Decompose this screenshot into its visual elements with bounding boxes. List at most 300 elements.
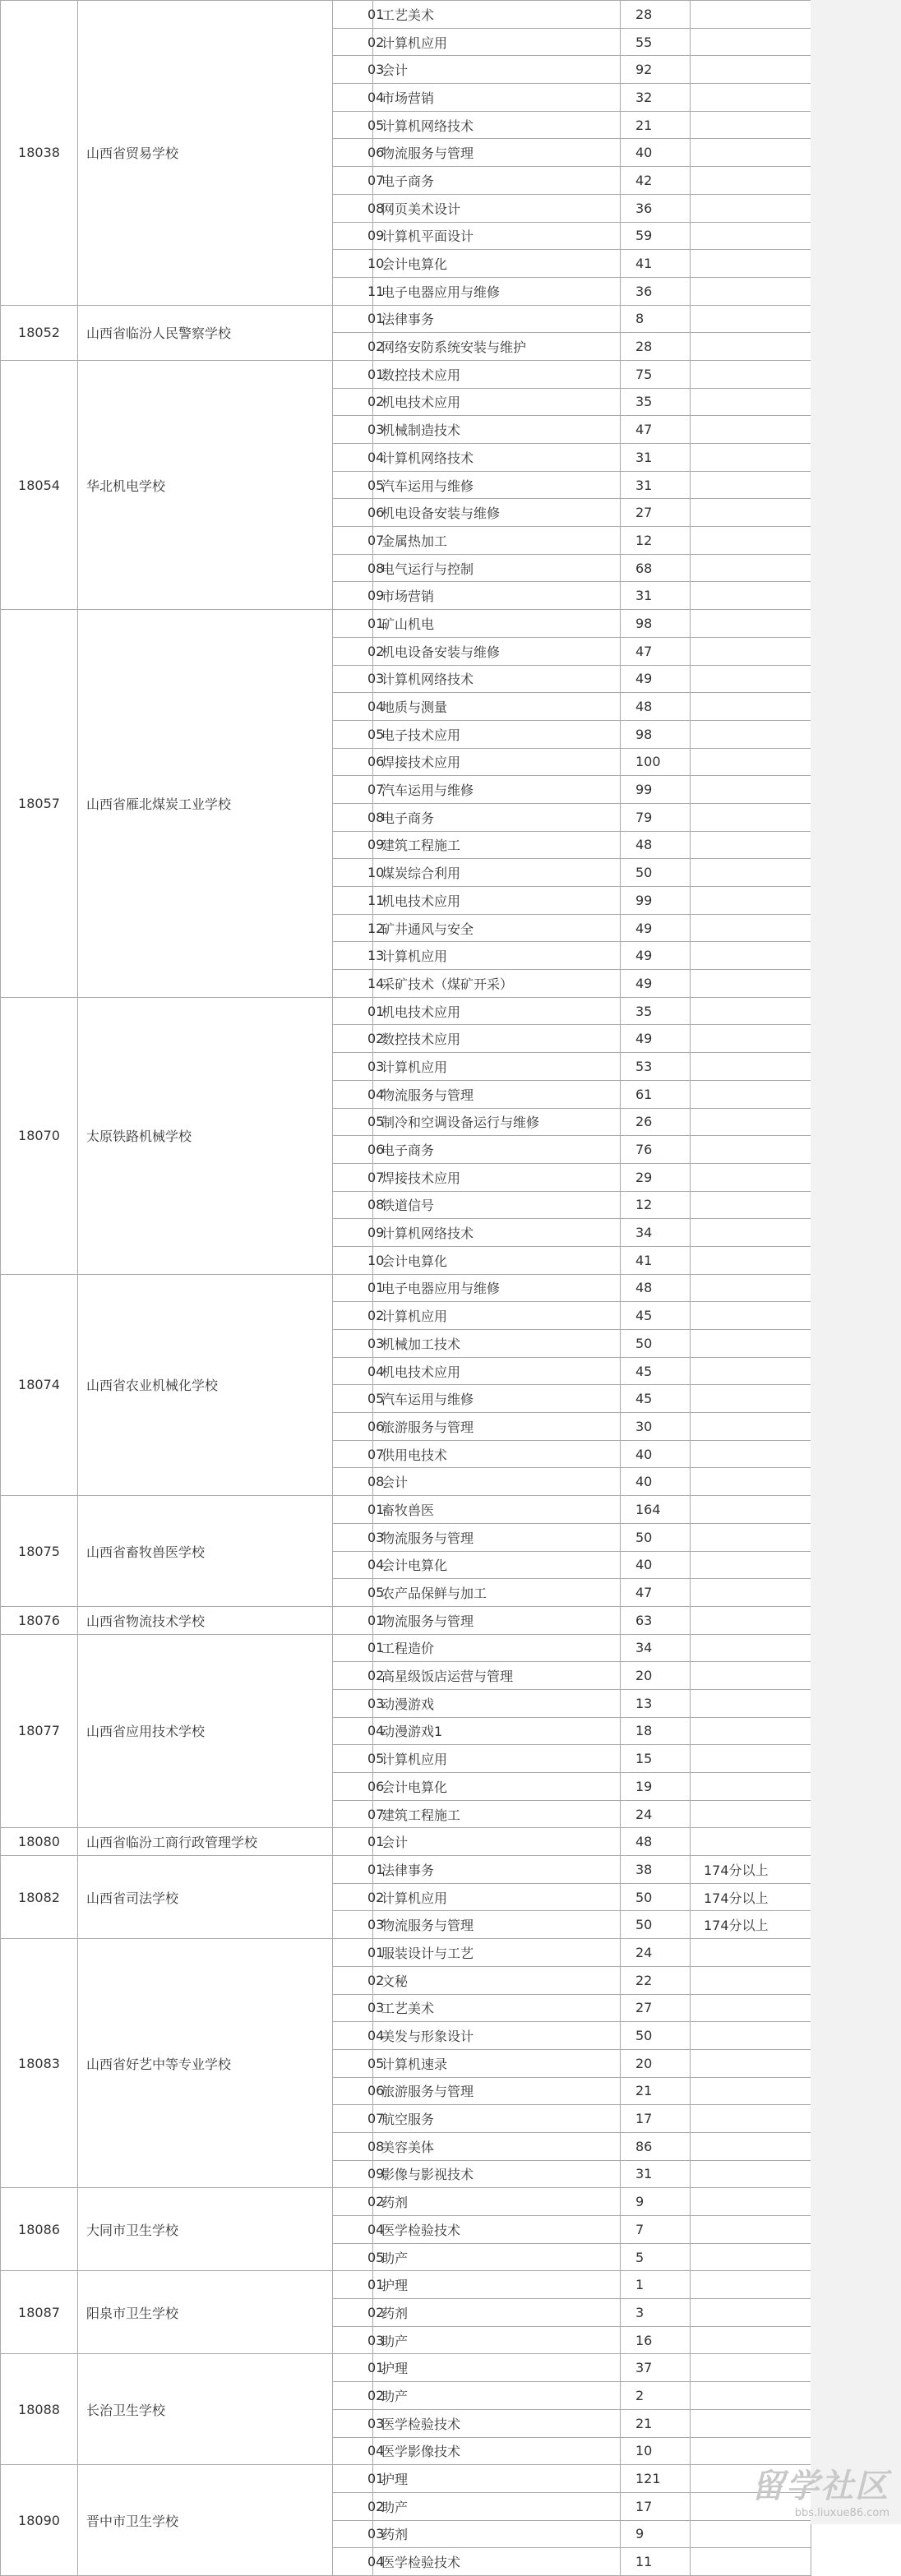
enrollment-count: 12 xyxy=(621,527,691,555)
score-note xyxy=(691,1551,811,1579)
major-number: 10 xyxy=(333,1246,373,1274)
school-name: 大同市卫生学校 xyxy=(78,2188,333,2271)
score-note xyxy=(691,84,811,112)
major-number: 03 xyxy=(333,2409,373,2437)
enrollment-count: 50 xyxy=(621,1883,691,1911)
score-note xyxy=(691,2271,811,2299)
table-row xyxy=(1,2465,811,2493)
major-name: 汽车运用与维修 xyxy=(373,1385,621,1413)
score-note xyxy=(691,1108,811,1136)
enrollment-count: 20 xyxy=(621,2049,691,2077)
major-name: 机电技术应用 xyxy=(373,997,621,1025)
school-code: 18086 xyxy=(1,2188,78,2271)
major-name: 会计 xyxy=(373,1468,621,1496)
school-code: 18082 xyxy=(1,1856,78,1939)
score-note xyxy=(691,1966,811,1994)
enrollment-count: 50 xyxy=(621,2022,691,2050)
enrollment-count: 48 xyxy=(621,831,691,859)
major-name: 旅游服务与管理 xyxy=(373,1413,621,1441)
enrollment-count: 8 xyxy=(621,305,691,333)
major-name: 电子电器应用与维修 xyxy=(373,277,621,305)
enrollment-count: 40 xyxy=(621,1440,691,1468)
major-name: 物流服务与管理 xyxy=(373,1606,621,1634)
score-note xyxy=(691,1662,811,1690)
major-number: 03 xyxy=(333,1994,373,2022)
major-number: 03 xyxy=(333,1689,373,1717)
major-number: 04 xyxy=(333,2022,373,2050)
major-name: 市场营销 xyxy=(373,582,621,610)
enrollment-count: 31 xyxy=(621,471,691,499)
school-code: 18087 xyxy=(1,2271,78,2354)
major-name: 高星级饭店运营与管理 xyxy=(373,1662,621,1690)
score-note xyxy=(691,499,811,527)
score-note xyxy=(691,222,811,250)
score-note xyxy=(691,665,811,693)
major-name: 助产 xyxy=(373,2326,621,2354)
score-note xyxy=(691,1496,811,1524)
score-note xyxy=(691,305,811,333)
score-note xyxy=(691,1939,811,1967)
major-name: 数控技术应用 xyxy=(373,1025,621,1053)
score-note xyxy=(691,250,811,278)
major-number: 01 xyxy=(333,1856,373,1884)
major-name: 物流服务与管理 xyxy=(373,1523,621,1551)
major-name: 农产品保鲜与加工 xyxy=(373,1579,621,1607)
enrollment-count: 42 xyxy=(621,167,691,195)
major-number: 01 xyxy=(333,1496,373,1524)
major-name: 机电设备安装与维修 xyxy=(373,637,621,665)
major-number: 01 xyxy=(333,1828,373,1856)
enrollment-count: 36 xyxy=(621,194,691,222)
major-number: 11 xyxy=(333,277,373,305)
score-note xyxy=(691,1606,811,1634)
score-note xyxy=(691,1800,811,1828)
score-note xyxy=(691,1025,811,1053)
major-number: 05 xyxy=(333,1108,373,1136)
major-number: 04 xyxy=(333,2216,373,2244)
enrollment-count: 50 xyxy=(621,1330,691,1358)
major-name: 会计 xyxy=(373,1828,621,1856)
enrollment-count: 99 xyxy=(621,887,691,915)
major-number: 03 xyxy=(333,56,373,84)
major-name: 电子商务 xyxy=(373,803,621,831)
enrollment-count: 21 xyxy=(621,2409,691,2437)
major-number: 09 xyxy=(333,2160,373,2188)
score-note xyxy=(691,1828,811,1856)
school-name: 晋中市卫生学校 xyxy=(78,2465,333,2576)
score-note xyxy=(691,1219,811,1247)
major-name: 护理 xyxy=(373,2465,621,2493)
school-name: 山西省好艺中等专业学校 xyxy=(78,1939,333,2188)
enrollment-count: 17 xyxy=(621,2105,691,2133)
major-name: 药剂 xyxy=(373,2520,621,2548)
major-name: 医学影像技术 xyxy=(373,2437,621,2465)
major-name: 供用电技术 xyxy=(373,1440,621,1468)
score-note xyxy=(691,1330,811,1358)
score-note xyxy=(691,1994,811,2022)
major-number: 01 xyxy=(333,2354,373,2382)
major-name: 计算机网络技术 xyxy=(373,444,621,472)
major-name: 助产 xyxy=(373,2382,621,2410)
score-note xyxy=(691,914,811,942)
table-row xyxy=(1,610,811,638)
enrollment-count: 21 xyxy=(621,111,691,139)
enrollment-count: 32 xyxy=(621,84,691,112)
major-number: 04 xyxy=(333,2548,373,2576)
major-name: 物流服务与管理 xyxy=(373,1911,621,1939)
enrollment-count: 9 xyxy=(621,2520,691,2548)
score-note xyxy=(691,1302,811,1330)
major-number: 14 xyxy=(333,970,373,998)
enrollment-count: 35 xyxy=(621,997,691,1025)
major-name: 电子商务 xyxy=(373,167,621,195)
school-name: 山西省贸易学校 xyxy=(78,1,333,306)
score-note xyxy=(691,831,811,859)
major-number: 02 xyxy=(333,1302,373,1330)
enrollment-count: 48 xyxy=(621,693,691,721)
major-name: 动漫游戏 xyxy=(373,1689,621,1717)
score-note xyxy=(691,997,811,1025)
score-note xyxy=(691,1191,811,1219)
school-code: 18083 xyxy=(1,1939,78,2188)
major-number: 05 xyxy=(333,1385,373,1413)
school-code: 18052 xyxy=(1,305,78,360)
score-note xyxy=(691,1,811,29)
enrollment-count: 164 xyxy=(621,1496,691,1524)
major-number: 02 xyxy=(333,2188,373,2216)
major-number: 06 xyxy=(333,748,373,776)
enrollment-count: 63 xyxy=(621,1606,691,1634)
enrollment-count: 49 xyxy=(621,942,691,970)
major-number: 01 xyxy=(333,610,373,638)
enrollment-count: 47 xyxy=(621,416,691,444)
major-name: 机电技术应用 xyxy=(373,388,621,416)
score-note xyxy=(691,2160,811,2188)
enrollment-count: 34 xyxy=(621,1634,691,1662)
score-note xyxy=(691,2216,811,2244)
table-row xyxy=(1,2271,811,2299)
score-note xyxy=(691,2548,811,2576)
school-name: 山西省临汾工商行政管理学校 xyxy=(78,1828,333,1856)
major-name: 计算机应用 xyxy=(373,1302,621,1330)
score-note xyxy=(691,2105,811,2133)
major-number: 07 xyxy=(333,1800,373,1828)
score-note xyxy=(691,2409,811,2437)
enrollment-count: 7 xyxy=(621,2216,691,2244)
enrollment-count: 100 xyxy=(621,748,691,776)
major-name: 数控技术应用 xyxy=(373,360,621,388)
score-note xyxy=(691,1773,811,1801)
major-number: 02 xyxy=(333,2382,373,2410)
enrollment-count: 45 xyxy=(621,1302,691,1330)
major-name: 焊接技术应用 xyxy=(373,748,621,776)
enrollment-count: 29 xyxy=(621,1163,691,1191)
score-note xyxy=(691,527,811,555)
major-number: 05 xyxy=(333,111,373,139)
major-name: 助产 xyxy=(373,2492,621,2520)
major-number: 08 xyxy=(333,554,373,582)
page-gutter xyxy=(811,0,901,2524)
score-note xyxy=(691,1717,811,1745)
score-note xyxy=(691,2520,811,2548)
enrollment-count: 20 xyxy=(621,1662,691,1690)
major-name: 计算机网络技术 xyxy=(373,111,621,139)
enrollment-count: 49 xyxy=(621,665,691,693)
enrollment-count: 47 xyxy=(621,1579,691,1607)
major-number: 01 xyxy=(333,2271,373,2299)
table-row xyxy=(1,997,811,1025)
score-note xyxy=(691,1136,811,1164)
major-number: 11 xyxy=(333,887,373,915)
enrollment-count: 22 xyxy=(621,1966,691,1994)
school-name: 华北机电学校 xyxy=(78,360,333,609)
major-name: 法律事务 xyxy=(373,305,621,333)
major-number: 08 xyxy=(333,1191,373,1219)
school-code: 18074 xyxy=(1,1274,78,1496)
score-note xyxy=(691,942,811,970)
major-number: 07 xyxy=(333,2105,373,2133)
major-number: 05 xyxy=(333,1579,373,1607)
major-name: 美发与形象设计 xyxy=(373,2022,621,2050)
score-note: 174分以上 xyxy=(691,1883,811,1911)
enrollment-count: 49 xyxy=(621,914,691,942)
major-number: 02 xyxy=(333,333,373,361)
major-name: 建筑工程施工 xyxy=(373,1800,621,1828)
major-name: 计算机应用 xyxy=(373,1745,621,1773)
major-name: 会计 xyxy=(373,56,621,84)
school-code: 18070 xyxy=(1,997,78,1274)
major-number: 01 xyxy=(333,1634,373,1662)
school-name: 山西省司法学校 xyxy=(78,1856,333,1939)
major-name: 计算机网络技术 xyxy=(373,1219,621,1247)
major-number: 01 xyxy=(333,2465,373,2493)
major-name: 医学检验技术 xyxy=(373,2409,621,2437)
major-name: 计算机应用 xyxy=(373,28,621,56)
major-number: 05 xyxy=(333,2049,373,2077)
enrollment-count: 2 xyxy=(621,2382,691,2410)
enrollment-count: 45 xyxy=(621,1357,691,1385)
major-number: 02 xyxy=(333,1025,373,1053)
major-name: 电子商务 xyxy=(373,1136,621,1164)
score-note xyxy=(691,2382,811,2410)
major-number: 02 xyxy=(333,1662,373,1690)
major-name: 动漫游戏1 xyxy=(373,1717,621,1745)
major-number: 07 xyxy=(333,167,373,195)
major-name: 汽车运用与维修 xyxy=(373,776,621,804)
major-number: 09 xyxy=(333,1219,373,1247)
major-number: 08 xyxy=(333,194,373,222)
major-number: 03 xyxy=(333,2326,373,2354)
major-number: 10 xyxy=(333,859,373,887)
major-name: 矿井通风与安全 xyxy=(373,914,621,942)
table-row xyxy=(1,2354,811,2382)
school-name: 山西省物流技术学校 xyxy=(78,1606,333,1634)
major-number: 07 xyxy=(333,1163,373,1191)
major-name: 会计电算化 xyxy=(373,1246,621,1274)
major-name: 地质与测量 xyxy=(373,693,621,721)
major-number: 02 xyxy=(333,1883,373,1911)
score-note xyxy=(691,1163,811,1191)
watermark-logo: 留学社区 xyxy=(751,2468,889,2505)
table-row xyxy=(1,1634,811,1662)
enrollment-count: 92 xyxy=(621,56,691,84)
score-note xyxy=(691,859,811,887)
major-name: 会计电算化 xyxy=(373,1773,621,1801)
score-note xyxy=(691,637,811,665)
major-number: 01 xyxy=(333,360,373,388)
major-number: 02 xyxy=(333,637,373,665)
score-note xyxy=(691,1468,811,1496)
major-name: 机电技术应用 xyxy=(373,887,621,915)
enrollment-count: 31 xyxy=(621,2160,691,2188)
school-code: 18054 xyxy=(1,360,78,609)
score-note xyxy=(691,1053,811,1081)
major-name: 药剂 xyxy=(373,2188,621,2216)
score-note xyxy=(691,360,811,388)
major-number: 13 xyxy=(333,942,373,970)
enrollment-count: 1 xyxy=(621,2271,691,2299)
major-number: 05 xyxy=(333,720,373,748)
score-note xyxy=(691,1274,811,1302)
major-number: 09 xyxy=(333,582,373,610)
enrollment-count: 19 xyxy=(621,1773,691,1801)
table-row xyxy=(1,1939,811,1967)
major-number: 04 xyxy=(333,84,373,112)
major-name: 工艺美术 xyxy=(373,1,621,29)
score-note xyxy=(691,416,811,444)
major-name: 汽车运用与维修 xyxy=(373,471,621,499)
major-name: 金属热加工 xyxy=(373,527,621,555)
enrollment-count: 27 xyxy=(621,1994,691,2022)
major-number: 04 xyxy=(333,1717,373,1745)
major-number: 04 xyxy=(333,1357,373,1385)
major-name: 助产 xyxy=(373,2243,621,2271)
school-code: 18090 xyxy=(1,2465,78,2576)
enrollment-count: 50 xyxy=(621,859,691,887)
school-name: 太原铁路机械学校 xyxy=(78,997,333,1274)
major-number: 04 xyxy=(333,2437,373,2465)
major-name: 畜牧兽医 xyxy=(373,1496,621,1524)
major-number: 01 xyxy=(333,1606,373,1634)
major-number: 02 xyxy=(333,2299,373,2327)
school-name: 山西省畜牧兽医学校 xyxy=(78,1496,333,1607)
major-number: 10 xyxy=(333,250,373,278)
score-note xyxy=(691,1523,811,1551)
major-name: 电子电器应用与维修 xyxy=(373,1274,621,1302)
major-name: 建筑工程施工 xyxy=(373,831,621,859)
enrollment-count: 5 xyxy=(621,2243,691,2271)
enrollment-count: 53 xyxy=(621,1053,691,1081)
major-name: 机电技术应用 xyxy=(373,1357,621,1385)
major-number: 06 xyxy=(333,499,373,527)
major-number: 04 xyxy=(333,444,373,472)
major-number: 05 xyxy=(333,1745,373,1773)
school-code: 18075 xyxy=(1,1496,78,1607)
enrollment-count: 55 xyxy=(621,28,691,56)
major-number: 02 xyxy=(333,1966,373,1994)
enrollment-count: 28 xyxy=(621,1,691,29)
major-name: 会计电算化 xyxy=(373,250,621,278)
major-number: 04 xyxy=(333,1080,373,1108)
table-row xyxy=(1,305,811,333)
major-number: 03 xyxy=(333,1330,373,1358)
score-note xyxy=(691,803,811,831)
enrollment-count: 86 xyxy=(621,2132,691,2160)
school-code: 18080 xyxy=(1,1828,78,1856)
score-note xyxy=(691,970,811,998)
enrollment-count: 26 xyxy=(621,1108,691,1136)
major-number: 06 xyxy=(333,1773,373,1801)
enrollment-count: 34 xyxy=(621,1219,691,1247)
enrollment-count: 61 xyxy=(621,1080,691,1108)
major-name: 工程造价 xyxy=(373,1634,621,1662)
major-number: 05 xyxy=(333,2243,373,2271)
enrollment-count: 11 xyxy=(621,2548,691,2576)
school-name: 长治卫生学校 xyxy=(78,2354,333,2465)
major-number: 02 xyxy=(333,388,373,416)
enrollment-count: 12 xyxy=(621,1191,691,1219)
major-name: 文秘 xyxy=(373,1966,621,1994)
major-number: 07 xyxy=(333,527,373,555)
school-name: 山西省雁北煤炭工业学校 xyxy=(78,610,333,998)
major-name: 计算机网络技术 xyxy=(373,665,621,693)
major-number: 03 xyxy=(333,665,373,693)
score-note xyxy=(691,776,811,804)
major-name: 制冷和空调设备运行与维修 xyxy=(373,1108,621,1136)
enrollment-count: 10 xyxy=(621,2437,691,2465)
score-note: 174分以上 xyxy=(691,1856,811,1884)
major-name: 旅游服务与管理 xyxy=(373,2077,621,2105)
score-note xyxy=(691,887,811,915)
major-number: 09 xyxy=(333,222,373,250)
table-row xyxy=(1,1606,811,1634)
score-note xyxy=(691,277,811,305)
score-note xyxy=(691,28,811,56)
enrollment-count: 17 xyxy=(621,2492,691,2520)
watermark-url: bbs.liuxue86.com xyxy=(794,2507,889,2519)
score-note xyxy=(691,2022,811,2050)
school-name: 山西省应用技术学校 xyxy=(78,1634,333,1828)
enrollment-count: 79 xyxy=(621,803,691,831)
major-name: 计算机平面设计 xyxy=(373,222,621,250)
enrollment-count: 36 xyxy=(621,277,691,305)
major-name: 计算机速录 xyxy=(373,2049,621,2077)
score-note xyxy=(691,1246,811,1274)
major-name: 市场营销 xyxy=(373,84,621,112)
major-name: 法律事务 xyxy=(373,1856,621,1884)
score-note xyxy=(691,610,811,638)
major-name: 物流服务与管理 xyxy=(373,139,621,167)
enrollment-count: 45 xyxy=(621,1385,691,1413)
score-note xyxy=(691,1080,811,1108)
enrollment-count: 49 xyxy=(621,1025,691,1053)
site-watermark xyxy=(751,2460,889,2519)
enrollment-count: 24 xyxy=(621,1800,691,1828)
major-number: 03 xyxy=(333,1911,373,1939)
major-number: 07 xyxy=(333,776,373,804)
score-note xyxy=(691,139,811,167)
major-name: 铁道信号 xyxy=(373,1191,621,1219)
enrollment-count: 76 xyxy=(621,1136,691,1164)
major-name: 医学检验技术 xyxy=(373,2548,621,2576)
enrollment-count: 31 xyxy=(621,444,691,472)
major-number: 03 xyxy=(333,416,373,444)
major-number: 06 xyxy=(333,139,373,167)
major-name: 计算机应用 xyxy=(373,1883,621,1911)
major-name: 医学检验技术 xyxy=(373,2216,621,2244)
major-name: 采矿技术（煤矿开采） xyxy=(373,970,621,998)
score-note xyxy=(691,1634,811,1662)
